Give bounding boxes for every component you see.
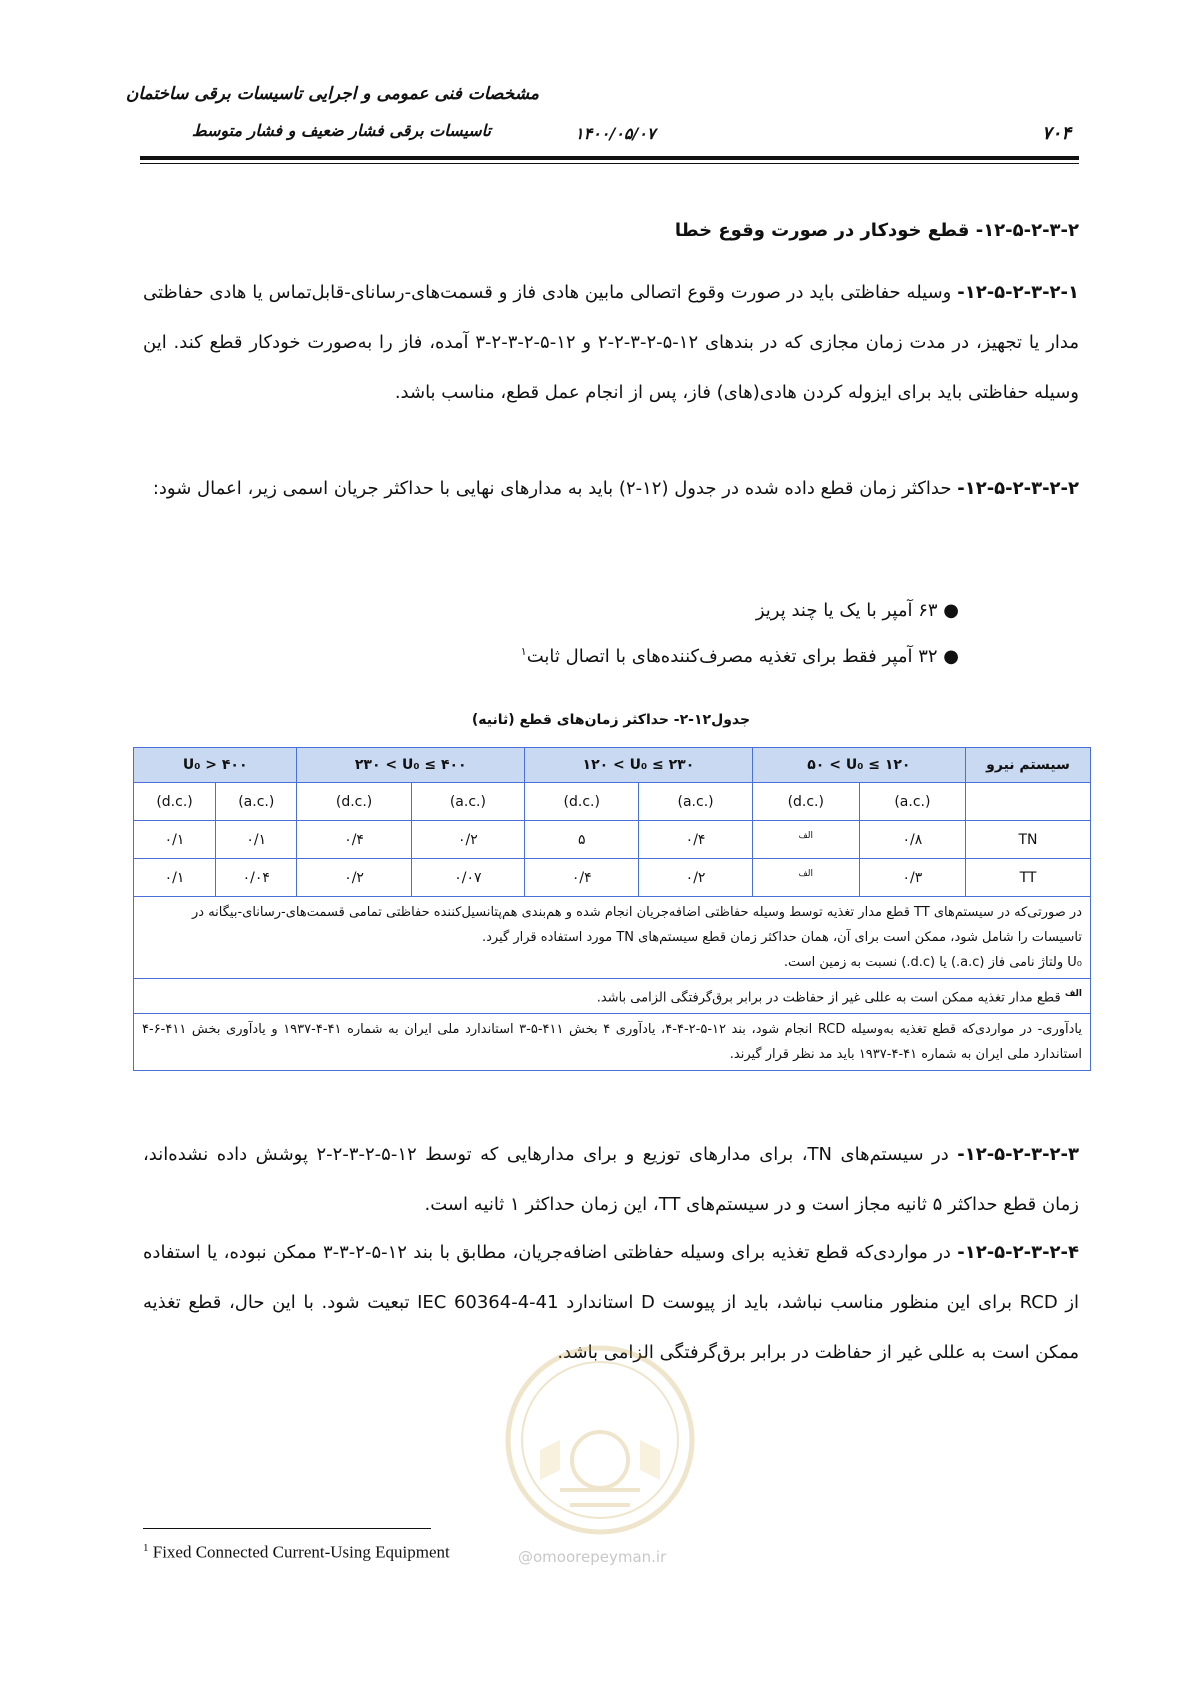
table-note: [134, 1014, 1091, 1071]
table-cell: ۰/۲: [639, 859, 752, 897]
clause-number: ۱۲-۵-۲-۳-۲-۲-: [957, 478, 1079, 499]
bullet-item: [521, 645, 959, 667]
range-header: ۱۲۰ < U₀ ≤ ۲۳۰: [525, 748, 753, 783]
header-rule-thick: [140, 156, 1079, 160]
table-cell: ۰/۰۴: [216, 859, 297, 897]
header-rule-thin: [140, 163, 1079, 164]
dc-label: (d.c.): [297, 783, 411, 821]
note-alef: قطع مدار تغذیه ممکن است به عللی غیر از حفاظت در برابر برق‌گرفتگی الزامی باشد.: [596, 990, 1061, 1006]
watermark-logo-icon: [500, 1340, 700, 1540]
dc-label: (d.c.): [525, 783, 639, 821]
table-row: [134, 821, 1091, 859]
document-subtitle: تاسیسات برقی فشار ضعیف و فشار متوسط: [191, 121, 491, 140]
range-header: ۲۳۰ < U₀ ≤ ۴۰۰: [297, 748, 525, 783]
table-cell: ۰/۱: [134, 859, 216, 897]
bullet-dot-icon: ●: [943, 600, 959, 621]
table-note-row: [134, 897, 1091, 979]
disconnection-times-table: [133, 747, 1091, 1071]
document-date: ۱۴۰۰/۰۵/۰۷: [575, 124, 656, 143]
table-header-row: [134, 748, 1091, 783]
clause-3: [143, 1130, 1079, 1230]
clause-number: ۱۲-۵-۲-۳-۲-۳-: [957, 1144, 1079, 1165]
table-cell: [752, 821, 859, 859]
table-cell: ۰/۰۷: [411, 859, 524, 897]
table-cell: ۰/۲: [297, 859, 411, 897]
footnote-mark: 1: [143, 1542, 149, 1554]
table-note-row: [134, 979, 1091, 1014]
table-row: [134, 859, 1091, 897]
clause-1: [143, 268, 1079, 418]
footnote: [143, 1542, 450, 1563]
bullet-text: ۳۲ آمپر فقط برای تغذیه مصرف‌کننده‌های با اتصال ثابت: [526, 646, 938, 667]
bullet-item: [756, 600, 959, 621]
footnote-rule: [143, 1528, 431, 1529]
table-note-row: [134, 1014, 1091, 1071]
table-cell: ۰/۸: [859, 821, 965, 859]
table-cell: ۰/۴: [525, 859, 639, 897]
table-cell: ۰/۴: [297, 821, 411, 859]
page-number: ۷۰۴: [1042, 123, 1072, 144]
clause-text: در مواردی‌که قطع تغذیه برای وسیله حفاظتی اضافه‌جریان، مطابق با بند ۱۲-۵-۲-۳-۳ ممکن نبوده، یا استفاده از RCD برای این منظور مناسب نباشد، باید از پیوست D استاندارد IEC 60364-4-41 تبعیت شود. با این حال، قطع تغذیه ممکن است به عللی غیر از حفاظت در برابر برق‌گرفتگی الزامی باشد.: [143, 1242, 1080, 1363]
note-reminder: یادآوری- در مواردی‌که قطع تغذیه به‌وسیله RCD انجام شود، بند ۱۲-۵-۲-۴-۴، یادآوری ۴ بخش ۴۱۱-۵-۳ استاندارد ملی ایران به شماره ۴۱-۴-۱۹۳۷ و یادآوری بخش ۴۱۱-۶-۴ استاندارد ملی ایران به شماره ۴۱-۴-۱۹۳۷ باید مد نظر قرار گیرند.: [142, 1022, 1083, 1063]
ac-label: (a.c.): [411, 783, 524, 821]
range-header: U₀ > ۴۰۰: [134, 748, 297, 783]
footnote-mark: الف: [798, 831, 814, 842]
ac-label: (a.c.): [639, 783, 752, 821]
system-name: TN: [966, 821, 1091, 859]
table-cell: ۰/۴: [639, 821, 752, 859]
dc-label: (d.c.): [134, 783, 216, 821]
table-subheader-row: [134, 783, 1091, 821]
dc-label: (d.c.): [752, 783, 859, 821]
table-cell: ۰/۱: [134, 821, 216, 859]
system-header: سیستم نیرو: [966, 748, 1091, 783]
clause-text: حداکثر زمان قطع داده شده در جدول (۱۲-۲) باید به مدارهای نهایی با حداکثر جریان اسمی زیر، اعمال شود:: [152, 478, 952, 499]
clause-2: [143, 464, 1079, 514]
empty-cell: [966, 783, 1091, 821]
section-heading: [143, 220, 1079, 241]
table-cell: ۰/۳: [859, 859, 965, 897]
bullet-dot-icon: ●: [943, 646, 959, 667]
document-title: مشخصات فنی عمومی و اجرایی تاسیسات برقی ساختمان: [125, 84, 539, 104]
clause-text: در سیستم‌های TN، برای مدارهای توزیع و برای مدارهایی که توسط ۱۲-۵-۲-۳-۲-۲ پوشش داده نشده‌اند، زمان قطع حداکثر ۵ ثانیه مجاز است و در سیستم‌های TT، این زمان حداکثر ۱ ثانیه است.: [143, 1144, 1079, 1215]
system-name: TT: [966, 859, 1091, 897]
clause-number: ۱۲-۵-۲-۳-۲-۱-: [957, 282, 1079, 303]
table-cell: ۰/۱: [216, 821, 297, 859]
section-number: ۱۲-۵-۲-۳-۲-: [975, 220, 1079, 241]
watermark-url: @omoorepeyman.ir: [518, 1548, 667, 1566]
footnote-text: Fixed Connected Current-Using Equipment: [152, 1542, 450, 1562]
clause-text: وسیله حفاظتی باید در صورت وقوع اتصالی مابین هادی فاز و قسمت‌های-رسانای-قابل‌تماس یا هادی حفاظتی مدار یا تجهیز، در مدت زمان مجازی که در بندهای ۱۲-۵-۲-۳-۲-۲ و ۱۲-۵-۲-۳-۲-۳ آمده، فاز را به‌صورت خودکار قطع کند. این وسیله حفاظتی باید برای ایزوله کردن هادی(های) فاز، پس از انجام عمل قطع، مناسب باشد.: [143, 282, 1079, 403]
bullet-text: ۶۳ آمپر با یک یا چند پریز: [755, 600, 938, 621]
ac-label: (a.c.): [859, 783, 965, 821]
footnote-mark: الف: [1064, 989, 1082, 999]
range-header: ۵۰ < U₀ ≤ ۱۲۰: [752, 748, 965, 783]
table-cell: [752, 859, 859, 897]
ac-label: (a.c.): [216, 783, 297, 821]
table-cell: ۰/۲: [411, 821, 524, 859]
footnote-mark: الف: [798, 869, 814, 880]
table-note: [134, 897, 1091, 979]
clause-number: ۱۲-۵-۲-۳-۲-۴-: [957, 1242, 1079, 1263]
table-cell: ۵: [525, 821, 639, 859]
table-caption: جدول۱۲-۲- حداکثر زمان‌های قطع (ثانیه): [471, 712, 751, 728]
note-tt-systems: در صورتی‌که در سیستم‌های TT قطع مدار تغذیه توسط وسیله حفاظتی اضافه‌جریان انجام شده و هم‌بندی هم‌پتانسیل‌کننده حفاظتی تمامی قسمت‌های-رسانای-بیگانه در تاسیسات را شامل شود، ممکن است برای آن، همان حداکثر زمان قطع سیستم‌های TN مورد استفاده قرار گیرد.: [192, 905, 1082, 945]
note-u0-definition: U₀ ولتاژ نامی فاز (a.c.) یا (d.c.) نسبت به زمین است.: [783, 955, 1082, 970]
section-title: قطع خودکار در صورت وقوع خطا: [674, 220, 970, 241]
table-note: [134, 979, 1091, 1014]
footnote-ref: ۱: [520, 645, 527, 658]
